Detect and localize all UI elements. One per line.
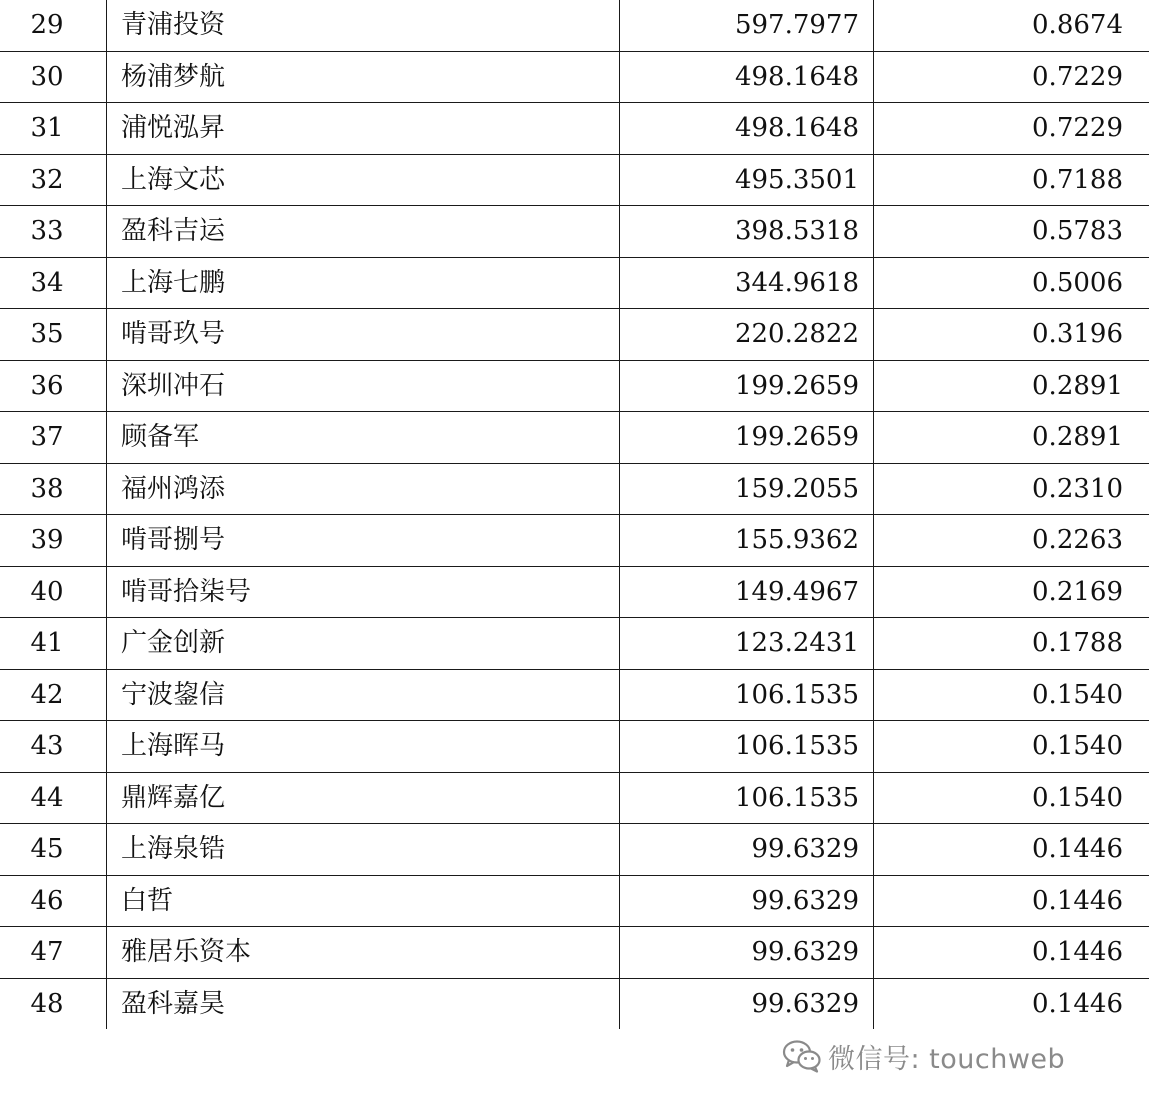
row-number-cell: 40 xyxy=(0,566,107,618)
share-amount-cell: 106.1535 xyxy=(620,669,874,721)
shareholder-name-cell: 鼎辉嘉亿 xyxy=(107,772,620,824)
share-ratio-cell: 0.2310 xyxy=(874,463,1149,515)
share-ratio-cell: 0.2263 xyxy=(874,515,1149,567)
share-ratio-cell: 0.2891 xyxy=(874,360,1149,412)
row-number-cell: 31 xyxy=(0,103,107,155)
share-ratio-cell: 0.1446 xyxy=(1032,988,1123,1019)
row-number-cell: 41 xyxy=(0,618,107,670)
share-ratio-cell: 0.7229 xyxy=(874,51,1149,103)
table-row xyxy=(0,772,1149,824)
table-row xyxy=(0,669,1149,721)
table-row xyxy=(0,978,1149,1029)
share-ratio-cell: 0.1540 xyxy=(874,772,1149,824)
table-row xyxy=(0,103,1149,155)
table-row xyxy=(0,927,1149,979)
shareholder-name-cell: 上海泉锆 xyxy=(107,824,620,876)
wechat-icon xyxy=(782,1039,822,1073)
row-number-cell: 30 xyxy=(0,51,107,103)
shareholder-name-cell: 福州鸿添 xyxy=(107,463,620,515)
share-ratio-cell: 0.1788 xyxy=(874,618,1149,670)
share-amount-cell: 149.4967 xyxy=(620,566,874,618)
share-amount-cell: 344.9618 xyxy=(620,257,874,309)
share-ratio-cell: 0.7229 xyxy=(874,103,1149,155)
shareholder-name-cell: 宁波鋆信 xyxy=(107,669,620,721)
shareholder-name-cell: 白哲 xyxy=(107,875,620,927)
shareholder-name-cell: 盈科吉运 xyxy=(107,206,620,258)
table-row xyxy=(0,360,1149,412)
share-ratio-cell: 0.5006 xyxy=(874,257,1149,309)
share-amount-cell: 99.6329 xyxy=(620,927,874,979)
row-number-cell: 37 xyxy=(0,412,107,464)
share-amount-cell: 123.2431 xyxy=(620,618,874,670)
share-ratio-cell: 0.1446 xyxy=(874,875,1149,927)
row-number-cell: 44 xyxy=(0,772,107,824)
table-row xyxy=(0,257,1149,309)
shareholder-name-cell: 啃哥玖号 xyxy=(107,309,620,361)
table-row xyxy=(0,51,1149,103)
row-number-cell: 48 xyxy=(0,978,107,1029)
shareholder-name-cell: 青浦投资 xyxy=(107,0,620,51)
table-row xyxy=(0,154,1149,206)
shareholder-name-cell: 啃哥捌号 xyxy=(107,515,620,567)
share-ratio-cell: 0.2169 xyxy=(874,566,1149,618)
row-number-cell: 39 xyxy=(0,515,107,567)
row-number-cell: 47 xyxy=(0,927,107,979)
shareholder-name-cell: 上海七鹏 xyxy=(107,257,620,309)
table-row xyxy=(0,618,1149,670)
share-ratio-cell: 0.1540 xyxy=(874,721,1149,773)
table-row xyxy=(0,0,1149,51)
row-number-cell: 38 xyxy=(0,463,107,515)
shareholder-name-cell: 顾备军 xyxy=(107,412,620,464)
share-amount-cell: 495.3501 xyxy=(620,154,874,206)
share-amount-cell: 597.7977 xyxy=(620,0,874,51)
share-amount-cell: 199.2659 xyxy=(620,360,874,412)
share-ratio-cell: 0.1446 xyxy=(874,824,1149,876)
row-number-cell: 32 xyxy=(0,154,107,206)
table-row xyxy=(0,412,1149,464)
table-row xyxy=(0,824,1149,876)
row-number-cell: 33 xyxy=(0,206,107,258)
table-row xyxy=(0,566,1149,618)
watermark-text: 微信号: touchweb xyxy=(828,1043,1066,1075)
share-amount-cell: 498.1648 xyxy=(620,51,874,103)
shareholder-name-cell: 上海文芯 xyxy=(107,154,620,206)
row-number-cell: 43 xyxy=(0,721,107,773)
watermark xyxy=(782,1036,1065,1076)
table-row xyxy=(0,875,1149,927)
share-ratio-cell: 0.5783 xyxy=(874,206,1149,258)
shareholder-name-cell: 深圳冲石 xyxy=(107,360,620,412)
row-number-cell: 42 xyxy=(0,669,107,721)
share-amount-cell: 99.6329 xyxy=(620,978,874,1029)
row-number-cell: 45 xyxy=(0,824,107,876)
share-ratio-cell: 0.1446 xyxy=(874,927,1149,979)
share-ratio-cell: 0.2891 xyxy=(874,412,1149,464)
shareholder-name-cell: 浦悦泓昇 xyxy=(107,103,620,155)
table-row xyxy=(0,463,1149,515)
share-amount-cell: 398.5318 xyxy=(620,206,874,258)
share-amount-cell: 220.2822 xyxy=(620,309,874,361)
share-amount-cell: 106.1535 xyxy=(620,772,874,824)
share-ratio-cell: 0.3196 xyxy=(874,309,1149,361)
share-amount-cell: 99.6329 xyxy=(620,875,874,927)
share-amount-cell: 159.2055 xyxy=(620,463,874,515)
shareholder-name-cell: 盈科嘉昊 xyxy=(107,978,620,1029)
table-row xyxy=(0,721,1149,773)
share-ratio-cell: 0.1540 xyxy=(874,669,1149,721)
share-amount-cell: 199.2659 xyxy=(620,412,874,464)
shareholder-name-cell: 杨浦梦航 xyxy=(107,51,620,103)
shareholder-name-cell: 雅居乐资本 xyxy=(107,927,620,979)
row-number-cell: 35 xyxy=(0,309,107,361)
table-row xyxy=(0,206,1149,258)
row-number-cell: 29 xyxy=(0,0,107,51)
share-ratio-cell: 0.7188 xyxy=(874,154,1149,206)
share-ratio-cell: 0.8674 xyxy=(874,0,1149,51)
shareholder-name-cell: 上海晖马 xyxy=(107,721,620,773)
share-amount-cell: 155.9362 xyxy=(620,515,874,567)
row-number-cell: 36 xyxy=(0,360,107,412)
table-row xyxy=(0,515,1149,567)
shareholder-name-cell: 啃哥拾柒号 xyxy=(107,566,620,618)
row-number-cell: 34 xyxy=(0,257,107,309)
table-row xyxy=(0,309,1149,361)
row-number-cell: 46 xyxy=(0,875,107,927)
share-amount-cell: 498.1648 xyxy=(620,103,874,155)
share-amount-cell: 99.6329 xyxy=(620,824,874,876)
shareholder-name-cell: 广金创新 xyxy=(107,618,620,670)
share-amount-cell: 106.1535 xyxy=(620,721,874,773)
